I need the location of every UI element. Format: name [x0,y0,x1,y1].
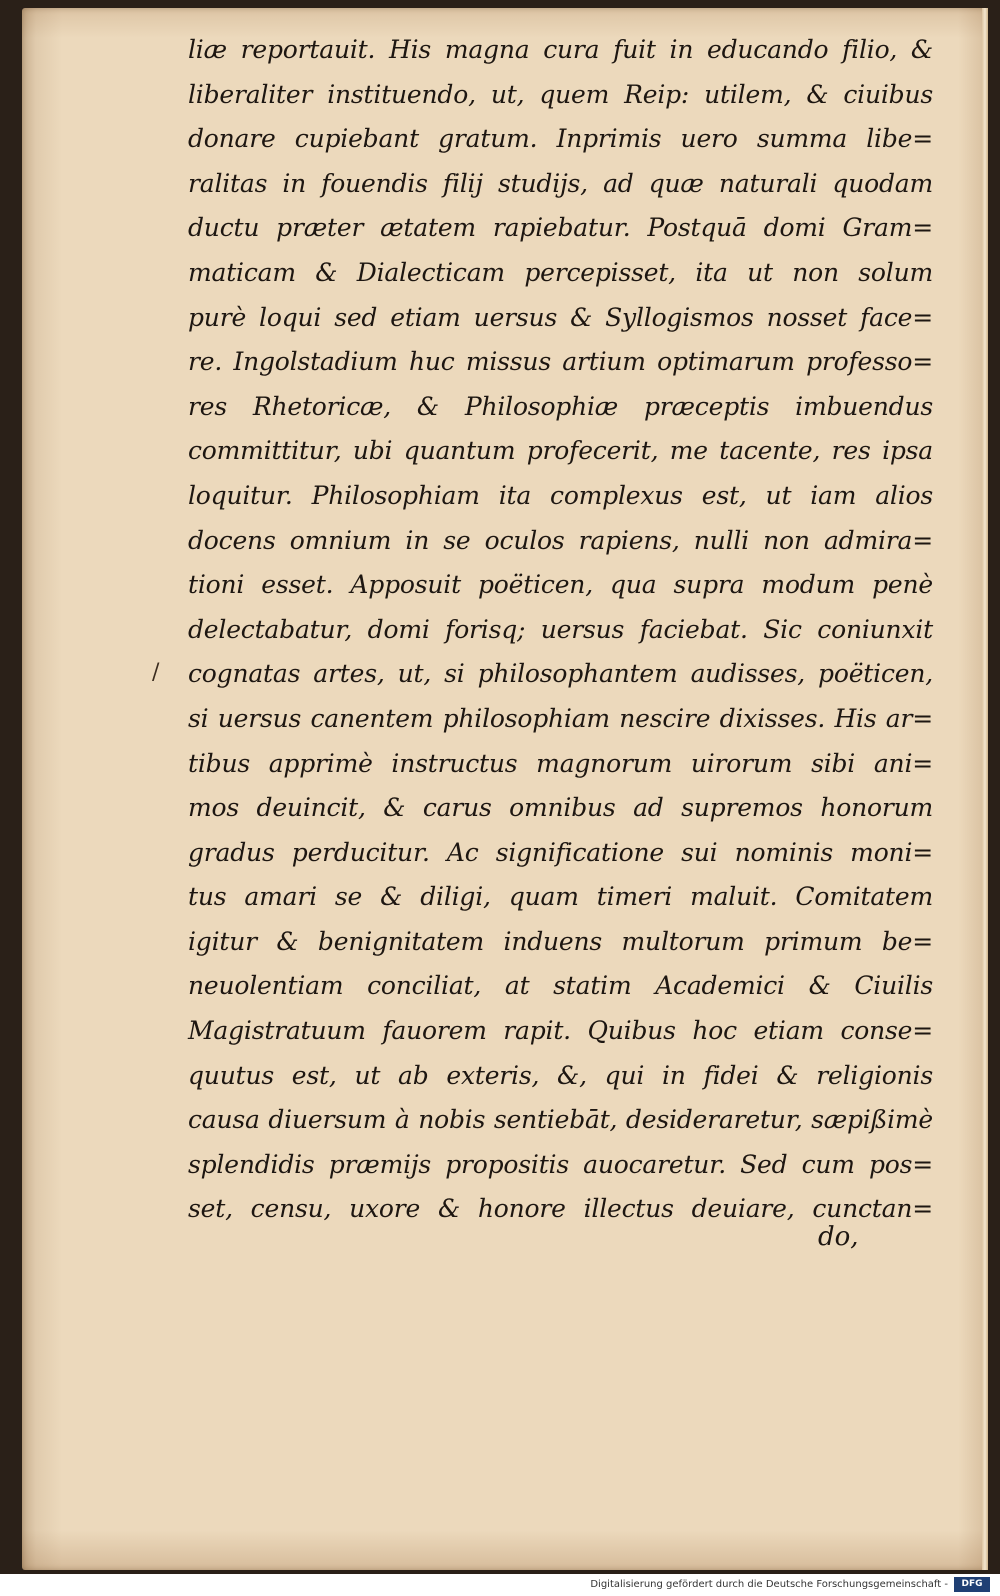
text-line: liberaliter instituendo, ut, quem Reip: utilem, & ciuibus [188,79,933,109]
catchword: do, [818,1222,859,1252]
text-line: Magistratuum fauorem rapit. Quibus hoc etiam conse= [188,1016,933,1046]
text-line: cognatas artes, ut, si philosophantem audisses, poëticen, [188,659,933,689]
text-line: tus amari se & diligi, quam timeri maluit. Comitatem [188,882,933,912]
text-line: gradus perducitur. Ac significatione sui nominis moni= [188,837,933,867]
footer-bar [0,1574,1000,1596]
text-line: ralitas in fouendis filij studijs, ad quæ naturali quodam [188,168,933,198]
text-line: splendidis præmijs propositis auocaretur. Sed cum pos= [188,1149,933,1179]
text-line: res Rhetoricæ, & Philosophiæ præceptis imbuendus [188,391,933,421]
dfg-logo: DFG [954,1577,990,1592]
text-line: re. Ingolstadium huc missus artium optimarum professo= [188,347,933,377]
text-line: tioni esset. Apposuit poëticen, qua supra modum penè [188,570,933,600]
text-line: causa diuersum à nobis sentiebāt, desideraretur, sæpißimè [188,1105,933,1135]
footer-credit: Digitalisierung gefördert durch die Deutsche Forschungsgemeinschaft - [590,1579,948,1590]
text-line: donare cupiebant gratum. Inprimis uero summa libe= [188,124,933,154]
text-line: maticam & Dialecticam percepisset, ita ut non solum [188,257,933,287]
page-text [188,28,933,1232]
text-line: liæ reportauit. His magna cura fuit in educando filio, & [188,35,933,64]
text-line: neuolentiam conciliat, at statim Academici & Ciuilis [188,971,933,1001]
text-line: purè loqui sed etiam uersus & Syllogismos nosset face= [188,302,933,332]
text-line: mos deuincit, & carus omnibus ad supremos honorum [188,793,933,823]
text-line: si uersus canentem philosophiam nescire dixisses. His ar= [188,703,933,733]
text-line: delectabatur, domi forisq; uersus faciebat. Sic coniunxit [188,614,933,644]
text-line: quutus est, ut ab exteris, &, qui in fidei & religionis [188,1060,933,1090]
text-line: igitur & benignitatem induens multorum primum be= [188,926,933,956]
text-line: tibus apprimè instructus magnorum uirorum sibi ani= [188,748,933,778]
text-line: committitur, ubi quantum profecerit, me tacente, res ipsa [188,436,933,466]
text-line: docens omnium in se oculos rapiens, nulli non admira= [188,525,933,555]
text-line: ductu præter ætatem rapiebatur. Postquā domi Gram= [188,213,933,243]
page-edge [982,8,988,1570]
text-line: set, censu, uxore & honore illectus deuiare, cunctan= [188,1194,933,1224]
margin-mark: / [152,660,160,685]
text-line: loquitur. Philosophiam ita complexus est, ut iam alios [188,480,933,510]
